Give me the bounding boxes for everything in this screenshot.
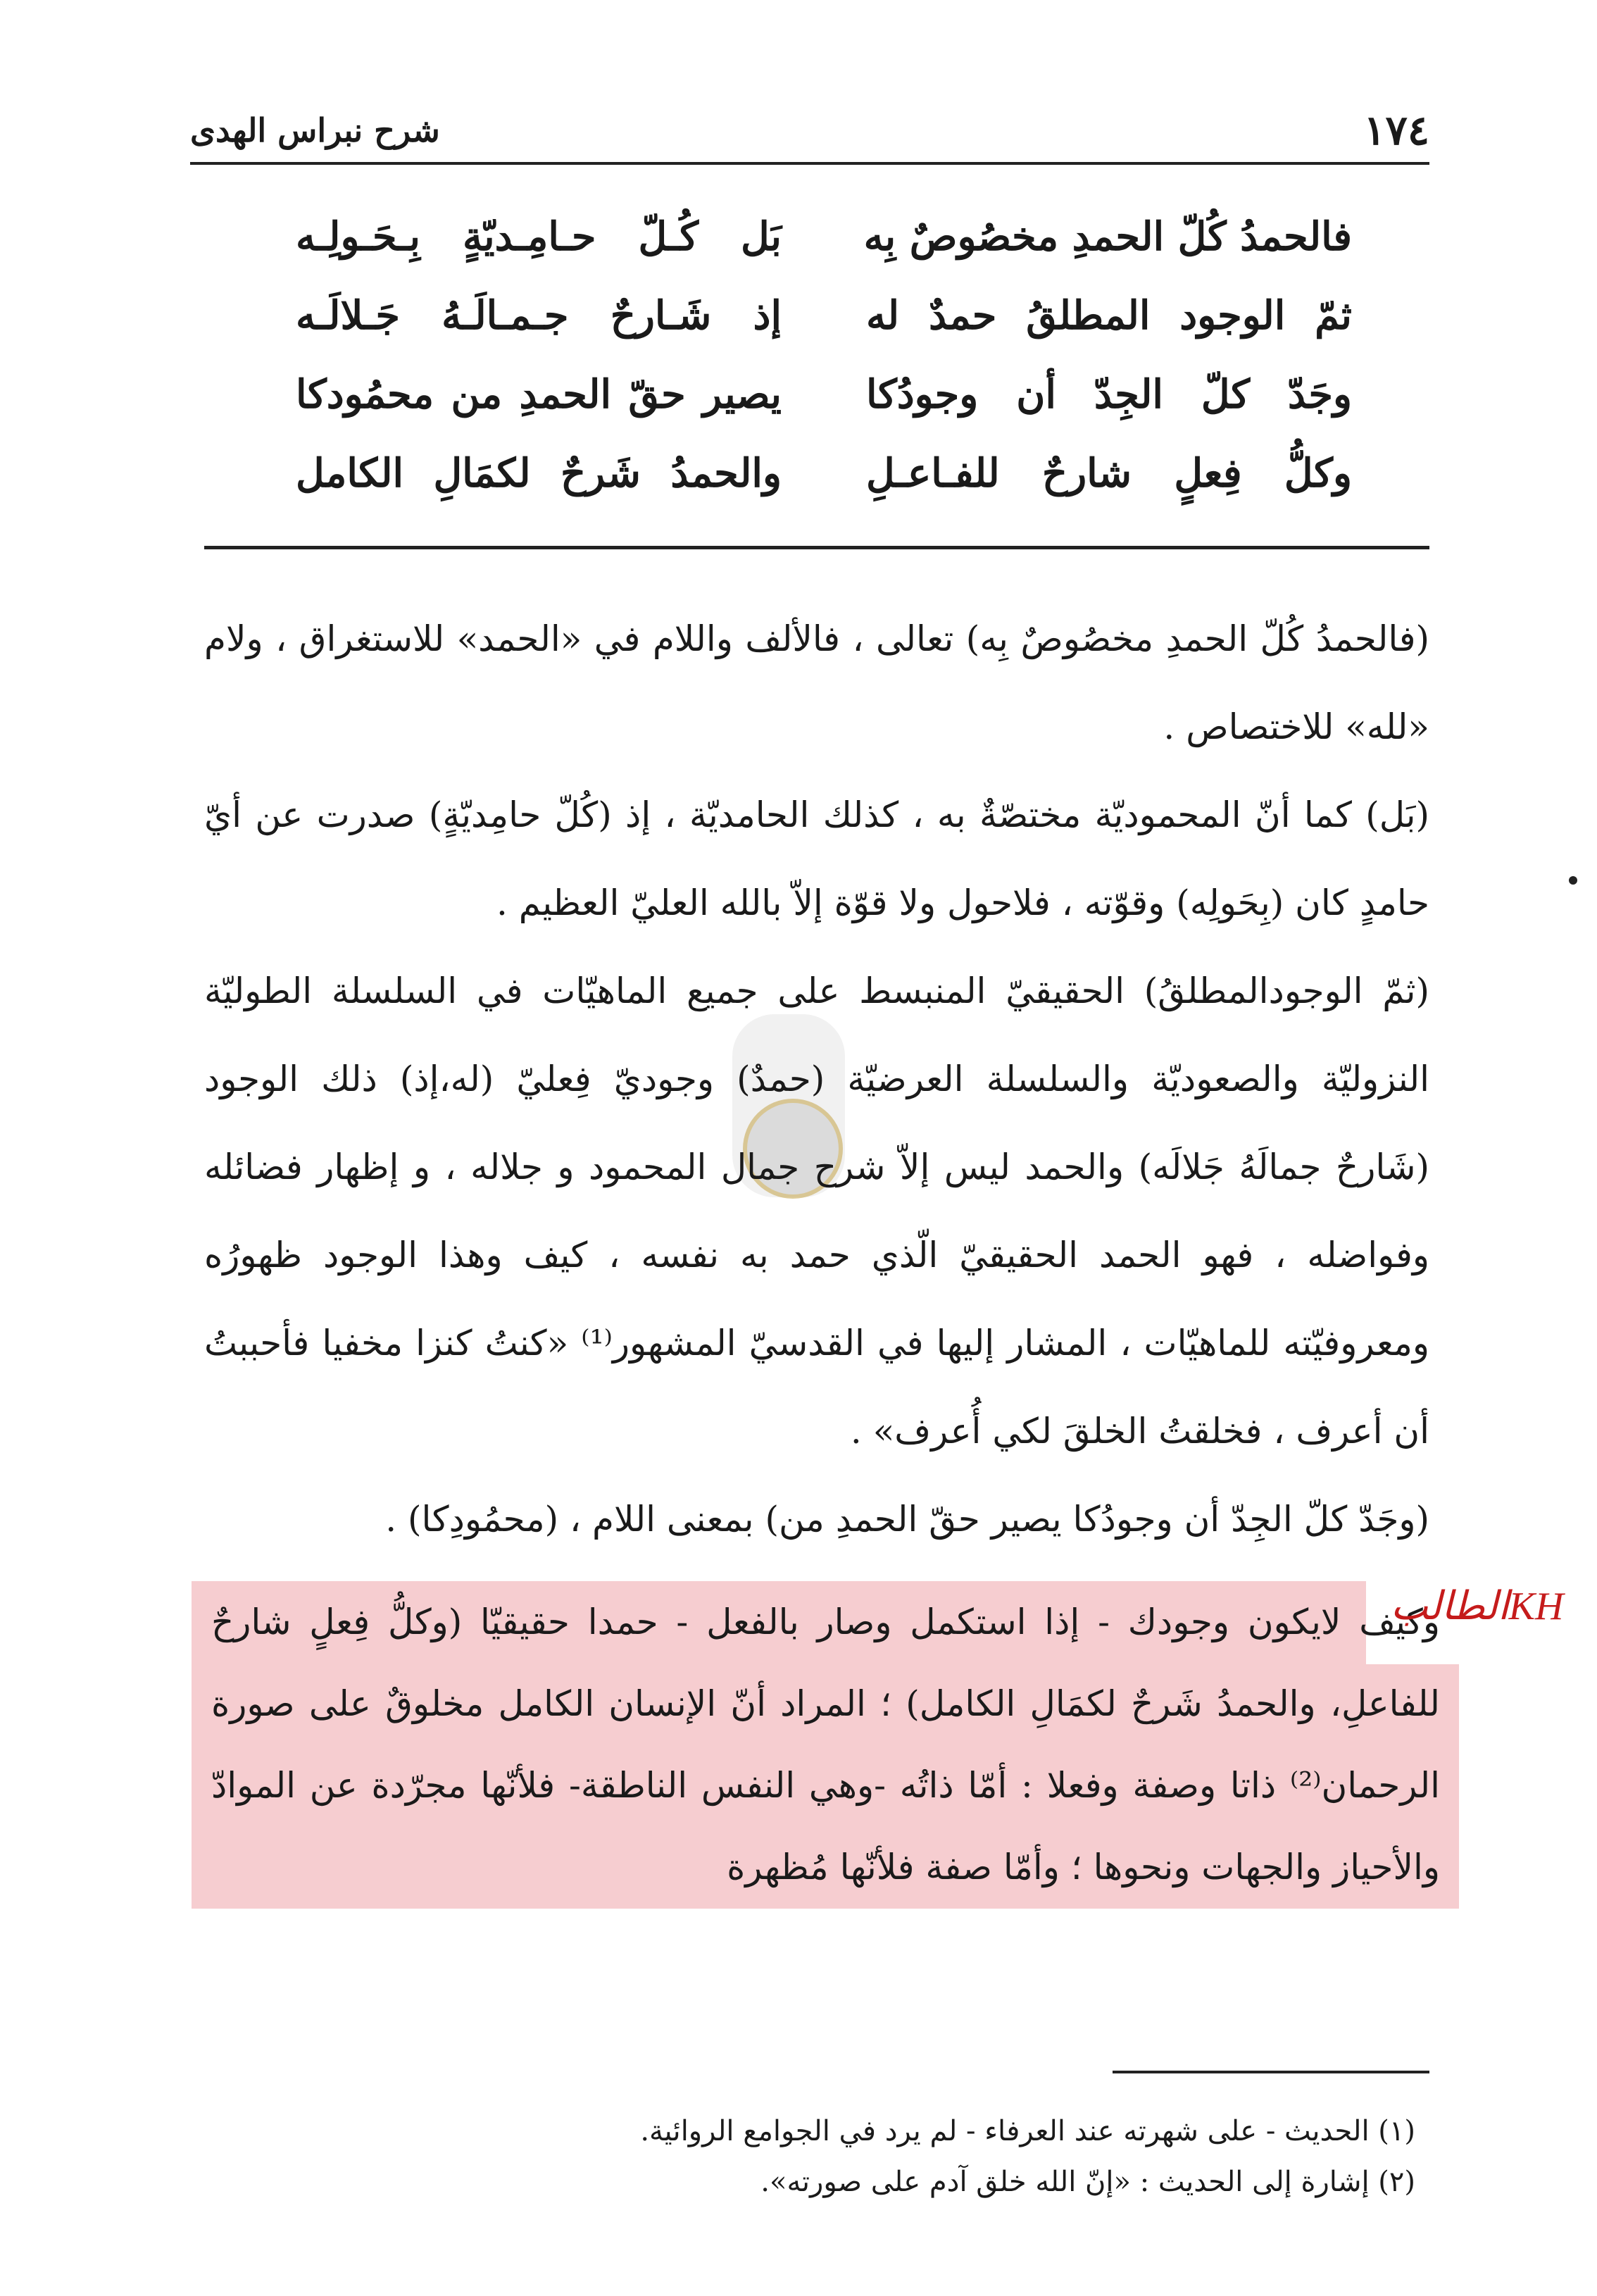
handwritten-annotation: KHالطالب — [1391, 1585, 1564, 1628]
footnotes — [549, 2106, 1415, 2207]
verse-second-hemistich: إذ شَـارحٌ جـمـالَـهُ جَـلالَـه — [296, 292, 782, 339]
verse-row — [296, 276, 1352, 355]
verse-first-hemistich: وكلُّ فِعلٍ شارحٌ للفـاعـلِ — [866, 450, 1352, 497]
footnote: (٢) إشارة إلى الحديث : «إنّ الله خلق آدم على صورته». — [760, 2166, 1415, 2198]
paragraph: (بَل) كما أنّ المحموديّة مختصّةٌ به ، كذلك الحامديّة ، إذ (كُلّ حامِديّةٍ) صدرت عن أيّ حامدٍ كان (بِحَولِه) وقوّته ، فلاحول ولا قوّة إلاّ بالله العليّ العظيم . — [204, 794, 1429, 923]
highlighted-paragraph: وكيف لايكون وجودك - إذا استكمل وصار بالفعل - حمدا حقيقيّا (وكلُّ فِعلٍ شارحٌ للفاعلِ، والحمدُ شَرحٌ لكمَالِ الكامل) ؛ المراد أنّ الإنسان الكامل مخلوقٌ على صورة الرحمان⁽²⁾ ذاتا وصفة وفعلا : أمّا ذاتُه -وهي النفس الناطقة- فلأنّها مجرّدة عن الموادّ والأحياز والجهات ونحوها ؛ وأمّا صفة فلأنّها مُظهرة — [211, 1602, 1440, 1888]
verse-row — [296, 355, 1352, 434]
commentary-text — [204, 595, 1429, 1564]
verse-second-hemistich: والحمدُ شَرحٌ لكمَالِ الكامل — [296, 450, 782, 497]
section-divider — [204, 546, 1429, 549]
paragraph: (وجَدّ كلّ الجِدّ أن وجودُكا يصير حقّ الحمدِ من) بمعنى اللام ، (محمُودِكا) . — [385, 1499, 1429, 1540]
verse-first-hemistich: ثمّ الوجود المطلقُ حمدٌ له — [866, 292, 1352, 339]
verse-first-hemistich: وجَدّ كلّ الجِدّ أن وجودُكا — [866, 371, 1352, 418]
page-number: ١٧٤ — [1363, 106, 1429, 154]
footnote-divider — [1113, 2071, 1429, 2073]
verse-row — [296, 197, 1352, 276]
verse-second-hemistich: يصير حقّ الحمدِ من محمُودكا — [296, 371, 782, 418]
book-title: شرح نبراس الهدى — [190, 111, 440, 149]
verse-row — [296, 434, 1352, 513]
margin-dot — [1569, 876, 1577, 885]
page-header — [190, 106, 1429, 155]
verse-block — [296, 197, 1352, 513]
paragraph: (ثمّ الوجودالمطلقُ) الحقيقيّ المنبسط على جميع الماهيّات في السلسلة الطوليّة النزوليّة والصعوديّة والسلسلة العرضيّة (حمدٌ) وجوديّ فِعليّ (له،إذ) ذلك الوجود (شَارحٌ جمالَهُ جَلالَه) والحمد ليس إلاّ شرح جمال المحمود و جلاله ، و إظهار فضائله وفواضله ، فهو الحمد الحقيقيّ الّذي حمد به نفسه ، كيف وهذا الوجود ظهورُه ومعروفيّته للماهيّات ، المشار إليها في القدسيّ المشهور⁽¹⁾ «كنتُ كنزا مخفيا فأحببتُ أن أعرف ، فخلقتُ الخلقَ لكي أُعرف» . — [204, 971, 1429, 1452]
verse-second-hemistich: بَل كُـلّ حـامِـديّةٍ بِـحَـولِـه — [296, 213, 782, 260]
verse-first-hemistich: فالحمدُ كُلّ الحمدِ مخصُوصٌ بِه — [863, 213, 1352, 260]
header-divider — [190, 162, 1429, 165]
footnote: (١) الحديث - على شهرته عند العرفاء - لم يرد في الجوامع الروائية. — [640, 2115, 1415, 2147]
paragraph: (فالحمدُ كُلّ الحمدِ مخصُوصٌ بِه) تعالى ، فالألف واللام في «الحمد» للاستغراق ، ولام «لله» للاختصاص . — [204, 618, 1429, 747]
